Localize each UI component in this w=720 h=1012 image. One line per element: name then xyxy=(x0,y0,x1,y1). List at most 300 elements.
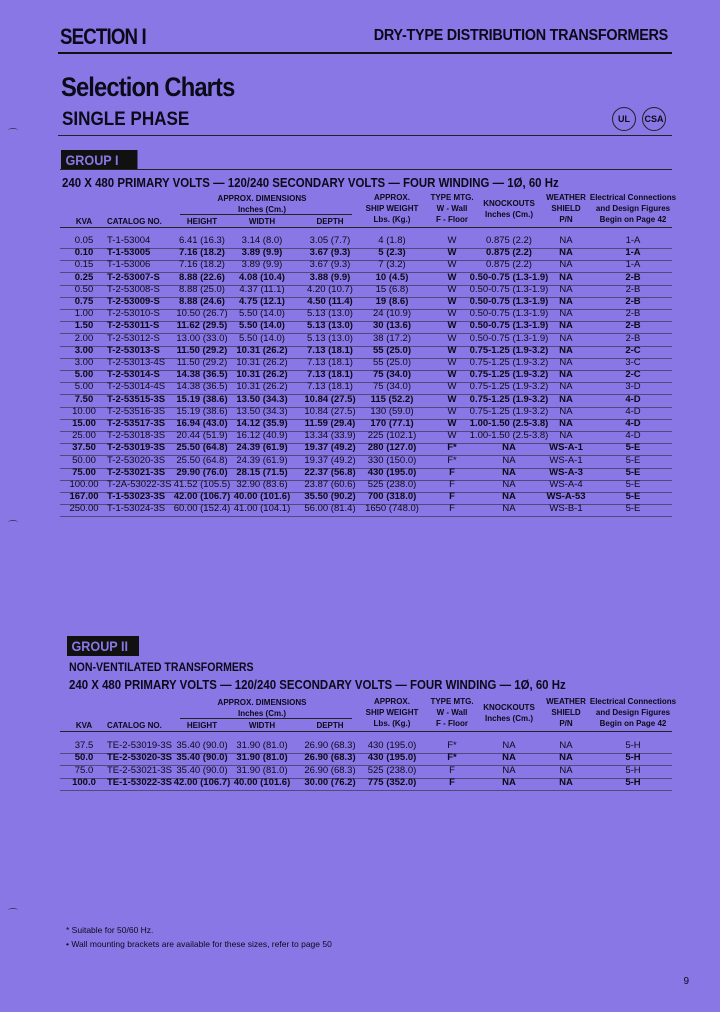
depth-cell: 7.13 (18.1) xyxy=(307,357,353,368)
kva-cell: 25.00 xyxy=(72,430,96,442)
height-cell: 11.62 (29.5) xyxy=(176,320,228,332)
weight-cell: 75 (34.0) xyxy=(372,369,412,381)
kva-cell: 3.00 xyxy=(74,357,94,368)
weight-cell: 130 (59.0) xyxy=(370,405,414,417)
mounting-cell: F xyxy=(449,479,455,490)
height-cell: 11.50 (29.2) xyxy=(176,357,228,368)
column-header-knockouts: KNOCKOUTS xyxy=(483,199,535,208)
column-header-weight: APPROX. xyxy=(373,193,410,202)
column-header-knockouts: Inches (Cm.) xyxy=(484,210,533,219)
weight-cell: 775 (352.0) xyxy=(367,777,417,789)
connections-cell: 2-C xyxy=(625,344,641,356)
knockouts-cell: 0.875 (2.2) xyxy=(486,247,532,259)
kva-cell: 75.00 xyxy=(72,466,96,478)
group-2-label: GROUP II xyxy=(67,636,139,656)
connections-cell: 5-E xyxy=(625,454,641,466)
depth-cell: 3.67 (9.3) xyxy=(309,247,351,259)
shield-cell: WS-A-1 xyxy=(549,442,583,454)
column-header-mounting: W - Wall xyxy=(436,204,468,213)
knockouts-cell: 0.50-0.75 (1.3-1.9) xyxy=(469,332,549,344)
mounting-cell: W xyxy=(447,296,457,307)
weight-cell: 170 (77.1) xyxy=(370,418,414,429)
shield-cell: WS-A-53 xyxy=(546,491,586,503)
knockouts-cell: 0.50-0.75 (1.3-1.9) xyxy=(469,296,549,307)
knockouts-cell: 0.50-0.75 (1.3-1.9) xyxy=(469,271,549,283)
mounting-cell: W xyxy=(447,332,457,344)
column-header-shield: WEATHER xyxy=(546,193,586,202)
depth-cell: 26.90 (68.3) xyxy=(304,764,356,776)
depth-cell: 19.37 (49.2) xyxy=(304,442,356,454)
connections-cell: 5-E xyxy=(625,503,641,515)
weight-cell: 430 (195.0) xyxy=(367,752,417,764)
footnote-1: * Suitable for 50/60 Hz. xyxy=(66,925,154,935)
width-cell: 5.50 (14.0) xyxy=(239,332,285,344)
catalog-cell: T-2-53012-S xyxy=(107,332,160,344)
page-subtitle: SINGLE PHASE xyxy=(62,109,190,130)
column-header-mounting: W - Wall xyxy=(436,708,468,717)
mounting-cell: W xyxy=(447,283,457,295)
table-row-rule xyxy=(60,790,672,791)
depth-cell: 7.13 (18.1) xyxy=(307,369,353,381)
mounting-cell: W xyxy=(447,393,457,405)
weight-cell: 10 (4.5) xyxy=(375,271,409,283)
kva-cell: 37.50 xyxy=(72,442,96,454)
weight-cell: 430 (195.0) xyxy=(367,466,417,478)
catalog-cell: T-2-53013-S xyxy=(107,344,160,356)
height-cell: 15.19 (38.6) xyxy=(176,393,228,405)
connections-cell: 4-D xyxy=(625,418,641,429)
kva-cell: 0.75 xyxy=(74,296,94,307)
kva-cell: 3.00 xyxy=(74,344,94,356)
mounting-cell: W xyxy=(447,369,457,381)
group-1-heading: 240 X 480 PRIMARY VOLTS — 120/240 SECONDARY VOLTS — FOUR WINDING — 1Ø, 60 Hz xyxy=(62,175,559,190)
connections-cell: 2-B xyxy=(625,271,641,283)
width-cell: 24.39 (61.9) xyxy=(236,454,288,466)
shield-cell: NA xyxy=(559,430,573,442)
weight-cell: 115 (52.2) xyxy=(370,393,414,405)
weight-cell: 1650 (748.0) xyxy=(365,503,419,515)
depth-cell: 56.00 (81.4) xyxy=(304,503,356,515)
depth-cell: 35.50 (90.2) xyxy=(304,491,356,503)
connections-cell: 4-D xyxy=(625,430,641,442)
weight-cell: 55 (25.0) xyxy=(372,357,412,368)
subtitle-rule xyxy=(58,135,672,136)
catalog-cell: TE-2-53021-3S xyxy=(107,764,172,776)
connections-cell: 3-C xyxy=(625,357,641,368)
depth-cell: 7.13 (18.1) xyxy=(307,381,353,393)
kva-cell: 10.00 xyxy=(72,405,96,417)
knockouts-cell: 0.50-0.75 (1.3-1.9) xyxy=(469,283,549,295)
shield-cell: NA xyxy=(559,357,573,368)
weight-cell: 430 (195.0) xyxy=(367,740,417,751)
knockouts-cell: NA xyxy=(502,466,516,478)
kva-cell: 5.00 xyxy=(74,369,94,381)
knockouts-cell: NA xyxy=(502,764,516,776)
depth-cell: 13.34 (33.9) xyxy=(304,430,356,442)
width-cell: 4.37 (11.1) xyxy=(239,283,285,295)
column-header-weight: APPROX. xyxy=(373,697,410,706)
connections-cell: 5-E xyxy=(625,491,641,503)
width-cell: 13.50 (34.3) xyxy=(236,393,288,405)
height-cell: 14.38 (36.5) xyxy=(176,381,228,393)
column-header-connections: Begin on Page 42 xyxy=(599,215,667,224)
column-header-dims-units: Inches (Cm.) xyxy=(237,205,286,214)
mounting-cell: W xyxy=(447,430,457,442)
table-row-rule xyxy=(60,516,672,517)
shield-cell: NA xyxy=(559,308,573,320)
depth-cell: 30.00 (76.2) xyxy=(304,777,356,789)
height-cell: 42.00 (106.7) xyxy=(173,491,231,503)
catalog-cell: T-2-53007-S xyxy=(107,271,160,283)
column-header-connections: Electrical Connections xyxy=(589,697,677,706)
weight-cell: 5 (2.3) xyxy=(378,247,406,259)
kva-cell: 0.50 xyxy=(74,283,94,295)
column-header-weight: Lbs. (Kg.) xyxy=(373,719,411,728)
depth-cell: 3.88 (9.9) xyxy=(309,271,351,283)
page-number: 9 xyxy=(683,976,689,987)
knockouts-cell: 0.75-1.25 (1.9-3.2) xyxy=(469,393,549,405)
kva-cell: 100.00 xyxy=(69,479,99,490)
dims-header-rule xyxy=(180,718,352,719)
depth-cell: 26.90 (68.3) xyxy=(304,740,356,751)
group-2-heading: 240 X 480 PRIMARY VOLTS — 120/240 SECONDARY VOLTS — FOUR WINDING — 1Ø, 60 Hz xyxy=(69,677,566,692)
column-header-weight: SHIP WEIGHT xyxy=(365,708,419,717)
mounting-cell: F xyxy=(449,466,455,478)
mounting-cell: W xyxy=(447,320,457,332)
catalog-cell: TE-2-53019-3S xyxy=(107,740,172,751)
csa-mark-icon: CSA xyxy=(642,107,666,131)
knockouts-cell: NA xyxy=(502,740,516,751)
height-cell: 13.00 (33.0) xyxy=(176,332,228,344)
depth-cell: 5.13 (13.0) xyxy=(307,308,353,320)
depth-cell: 26.90 (68.3) xyxy=(304,752,356,764)
height-cell: 35.40 (90.0) xyxy=(176,764,228,776)
shield-cell: NA xyxy=(559,369,573,381)
weight-cell: 24 (10.9) xyxy=(372,308,412,320)
header-rule xyxy=(58,52,672,54)
width-cell: 40.00 (101.6) xyxy=(233,491,291,503)
knockouts-cell: 0.75-1.25 (1.9-3.2) xyxy=(469,357,549,368)
weight-cell: 19 (8.6) xyxy=(375,296,409,307)
column-header-connections: and Design Figures xyxy=(595,708,671,717)
catalog-cell: T-2-53010-S xyxy=(107,308,160,320)
knockouts-cell: 0.75-1.25 (1.9-3.2) xyxy=(469,405,549,417)
knockouts-cell: NA xyxy=(502,442,516,454)
mounting-cell: F* xyxy=(447,740,457,751)
height-cell: 42.00 (106.7) xyxy=(173,777,231,789)
shield-cell: NA xyxy=(559,393,573,405)
footnote-2: • Wall mounting brackets are available for these sizes, refer to page 50 xyxy=(66,939,332,949)
depth-cell: 3.67 (9.3) xyxy=(309,259,351,271)
height-cell: 35.40 (90.0) xyxy=(176,752,228,764)
column-header-mounting: TYPE MTG. xyxy=(430,193,474,202)
width-cell: 41.00 (104.1) xyxy=(233,503,291,515)
mounting-cell: F xyxy=(449,503,455,515)
dims-header-rule xyxy=(180,214,352,215)
knockouts-cell: 0.875 (2.2) xyxy=(486,259,532,271)
height-cell: 60.00 (152.4) xyxy=(173,503,231,515)
mounting-cell: F* xyxy=(447,442,457,454)
catalog-cell: T-1-53005 xyxy=(107,247,151,259)
width-cell: 24.39 (61.9) xyxy=(236,442,288,454)
mounting-cell: W xyxy=(447,344,457,356)
width-cell: 28.15 (71.5) xyxy=(236,466,288,478)
column-header-knockouts: Inches (Cm.) xyxy=(484,714,533,723)
catalog-cell: T-2-53515-3S xyxy=(107,393,166,405)
connections-cell: 5-H xyxy=(625,740,641,751)
connections-cell: 1-A xyxy=(625,259,641,271)
height-cell: 25.50 (64.8) xyxy=(176,442,228,454)
kva-cell: 0.05 xyxy=(74,235,94,246)
mounting-cell: F xyxy=(449,764,455,776)
shield-cell: NA xyxy=(559,381,573,393)
weight-cell: 525 (238.0) xyxy=(367,479,417,490)
column-header-kva: KVA xyxy=(75,217,93,226)
width-cell: 3.89 (9.9) xyxy=(241,247,283,259)
shield-cell: WS-B-1 xyxy=(549,503,583,515)
catalog-cell: T-2-53011-S xyxy=(107,320,160,332)
height-cell: 8.88 (22.6) xyxy=(179,271,225,283)
column-header-kva: KVA xyxy=(75,721,93,730)
column-header-width: WIDTH xyxy=(248,721,276,730)
depth-cell: 5.13 (13.0) xyxy=(307,332,353,344)
mounting-cell: W xyxy=(447,271,457,283)
column-header-connections: Begin on Page 42 xyxy=(599,719,667,728)
weight-cell: 700 (318.0) xyxy=(367,491,417,503)
width-cell: 4.75 (12.1) xyxy=(239,296,285,307)
group-1-label: GROUP I xyxy=(61,150,138,170)
column-header-shield: SHIELD xyxy=(551,204,581,213)
group-2-subheading: NON-VENTILATED TRANSFORMERS xyxy=(69,660,254,674)
knockouts-cell: NA xyxy=(502,503,516,515)
height-cell: 14.38 (36.5) xyxy=(176,369,228,381)
weight-cell: 4 (1.8) xyxy=(378,235,406,246)
connections-cell: 5-H xyxy=(625,777,641,789)
connections-cell: 5-E xyxy=(625,479,641,490)
section-title: DRY-TYPE DISTRIBUTION TRANSFORMERS xyxy=(373,27,668,44)
column-header-height: HEIGHT xyxy=(186,721,218,730)
knockouts-cell: NA xyxy=(502,777,516,789)
column-header-mounting: F - Floor xyxy=(436,215,468,224)
connections-cell: 3-D xyxy=(625,381,641,393)
column-header-weight: SHIP WEIGHT xyxy=(365,204,419,213)
width-cell: 10.31 (26.2) xyxy=(236,344,288,356)
column-header-weight: Lbs. (Kg.) xyxy=(373,215,411,224)
width-cell: 10.31 (26.2) xyxy=(236,381,288,393)
column-header-shield: WEATHER xyxy=(546,697,586,706)
height-cell: 20.44 (51.9) xyxy=(176,430,228,442)
shield-cell: NA xyxy=(559,271,573,283)
kva-cell: 0.15 xyxy=(74,259,94,271)
kva-cell: 50.0 xyxy=(74,752,94,764)
weight-cell: 75 (34.0) xyxy=(372,381,412,393)
weight-cell: 55 (25.0) xyxy=(372,344,412,356)
shield-cell: NA xyxy=(559,235,573,246)
kva-cell: 0.10 xyxy=(74,247,94,259)
kva-cell: 1.00 xyxy=(74,308,94,320)
column-header-height: HEIGHT xyxy=(186,217,218,226)
kva-cell: 75.0 xyxy=(74,764,94,776)
margin-mark: ⌒ xyxy=(8,129,18,140)
mounting-cell: F xyxy=(449,777,455,789)
section-label: SECTION I xyxy=(60,24,146,49)
mounting-cell: W xyxy=(447,235,457,246)
width-cell: 4.08 (10.4) xyxy=(239,271,285,283)
shield-cell: NA xyxy=(559,247,573,259)
height-cell: 29.90 (76.0) xyxy=(176,466,228,478)
connections-cell: 2-B xyxy=(625,332,641,344)
column-header-mounting: F - Floor xyxy=(436,719,468,728)
group-1-rule xyxy=(60,169,672,170)
height-cell: 10.50 (26.7) xyxy=(176,308,228,320)
shield-cell: NA xyxy=(559,752,573,764)
ul-mark-icon: UL xyxy=(612,107,636,131)
depth-cell: 11.59 (29.4) xyxy=(304,418,356,429)
connections-cell: 5-E xyxy=(625,466,641,478)
catalog-cell: T-2-53020-3S xyxy=(107,454,166,466)
shield-cell: WS-A-4 xyxy=(549,479,583,490)
knockouts-cell: 1.00-1.50 (2.5-3.8) xyxy=(469,418,549,429)
mounting-cell: W xyxy=(447,259,457,271)
kva-cell: 100.0 xyxy=(72,777,96,789)
connections-cell: 1-A xyxy=(625,247,641,259)
weight-cell: 280 (127.0) xyxy=(367,442,417,454)
weight-cell: 15 (6.8) xyxy=(375,283,409,295)
height-cell: 6.41 (16.3) xyxy=(179,235,225,246)
kva-cell: 50.00 xyxy=(72,454,96,466)
catalog-cell: TE-1-53022-3S xyxy=(107,777,172,789)
mounting-cell: W xyxy=(447,308,457,320)
catalog-cell: TE-2-53020-3S xyxy=(107,752,172,764)
mounting-cell: F xyxy=(449,491,455,503)
kva-cell: 37.5 xyxy=(74,740,94,751)
weight-cell: 30 (13.6) xyxy=(372,320,412,332)
width-cell: 31.90 (81.0) xyxy=(236,764,288,776)
width-cell: 32.90 (83.6) xyxy=(236,479,288,490)
kva-cell: 5.00 xyxy=(74,381,94,393)
width-cell: 13.50 (34.3) xyxy=(236,405,288,417)
connections-cell: 5-E xyxy=(625,442,641,454)
knockouts-cell: 0.875 (2.2) xyxy=(486,235,532,246)
column-header-connections: and Design Figures xyxy=(595,204,671,213)
knockouts-cell: 0.75-1.25 (1.9-3.2) xyxy=(469,344,549,356)
column-header-shield: P/N xyxy=(559,215,573,224)
connections-cell: 2-B xyxy=(625,283,641,295)
kva-cell: 7.50 xyxy=(74,393,94,405)
depth-cell: 7.13 (18.1) xyxy=(307,344,353,356)
knockouts-cell: NA xyxy=(502,479,516,490)
kva-cell: 0.25 xyxy=(74,271,94,283)
width-cell: 5.50 (14.0) xyxy=(239,308,285,320)
shield-cell: NA xyxy=(559,283,573,295)
connections-cell: 1-A xyxy=(625,235,641,246)
width-cell: 31.90 (81.0) xyxy=(236,752,288,764)
knockouts-cell: 1.00-1.50 (2.5-3.8) xyxy=(469,430,549,442)
margin-mark: ⌒ xyxy=(8,521,18,532)
catalog-cell: T-2-53014-S xyxy=(107,369,160,381)
mounting-cell: W xyxy=(447,405,457,417)
connections-cell: 2-B xyxy=(625,296,641,307)
depth-cell: 3.05 (7.7) xyxy=(309,235,351,246)
shield-cell: NA xyxy=(559,332,573,344)
connections-cell: 5-H xyxy=(625,764,641,776)
column-header-shield: SHIELD xyxy=(551,708,581,717)
catalog-cell: T-1-53006 xyxy=(107,259,151,271)
shield-cell: NA xyxy=(559,259,573,271)
column-header-dims: APPROX. DIMENSIONS xyxy=(217,698,307,707)
catalog-cell: T-2-53014-4S xyxy=(107,381,166,393)
connections-cell: 5-H xyxy=(625,752,641,764)
height-cell: 41.52 (105.5) xyxy=(173,479,231,490)
mounting-cell: W xyxy=(447,381,457,393)
depth-cell: 5.13 (13.0) xyxy=(307,320,353,332)
connections-cell: 2-B xyxy=(625,308,641,320)
depth-cell: 22.37 (56.8) xyxy=(304,466,356,478)
weight-cell: 330 (150.0) xyxy=(367,454,417,466)
shield-cell: NA xyxy=(559,418,573,429)
width-cell: 40.00 (101.6) xyxy=(233,777,291,789)
catalog-cell: T-1-53023-3S xyxy=(107,491,166,503)
mounting-cell: W xyxy=(447,357,457,368)
column-header-shield: P/N xyxy=(559,719,573,728)
depth-cell: 19.37 (49.2) xyxy=(304,454,356,466)
connections-cell: 4-D xyxy=(625,405,641,417)
shield-cell: NA xyxy=(559,777,573,789)
knockouts-cell: 0.75-1.25 (1.9-3.2) xyxy=(469,381,549,393)
connections-cell: 2-B xyxy=(625,320,641,332)
catalog-cell: T-1-53004 xyxy=(107,235,151,246)
catalog-cell: T-2-53516-3S xyxy=(107,405,166,417)
shield-cell: NA xyxy=(559,740,573,751)
column-header-connections: Electrical Connections xyxy=(589,193,677,202)
depth-cell: 4.50 (11.4) xyxy=(307,296,353,307)
shield-cell: WS-A-1 xyxy=(549,454,583,466)
column-header-catalog: CATALOG NO. xyxy=(107,721,162,730)
page-title: Selection Charts xyxy=(61,72,235,102)
knockouts-cell: NA xyxy=(502,491,516,503)
column-header-width: WIDTH xyxy=(248,217,276,226)
weight-cell: 38 (17.2) xyxy=(372,332,412,344)
weight-cell: 7 (3.2) xyxy=(378,259,406,271)
height-cell: 8.88 (25.0) xyxy=(179,283,225,295)
width-cell: 10.31 (26.2) xyxy=(236,357,288,368)
knockouts-cell: 0.75-1.25 (1.9-3.2) xyxy=(469,369,549,381)
shield-cell: NA xyxy=(559,296,573,307)
width-cell: 3.89 (9.9) xyxy=(241,259,283,271)
column-header-mounting: TYPE MTG. xyxy=(430,697,474,706)
knockouts-cell: NA xyxy=(502,752,516,764)
knockouts-cell: 0.50-0.75 (1.3-1.9) xyxy=(469,320,549,332)
height-cell: 7.16 (18.2) xyxy=(179,247,225,259)
margin-mark: ⌒ xyxy=(8,909,18,920)
depth-cell: 23.87 (60.6) xyxy=(304,479,356,490)
shield-cell: NA xyxy=(559,405,573,417)
column-header-dims: APPROX. DIMENSIONS xyxy=(217,194,307,203)
weight-cell: 225 (102.1) xyxy=(367,430,417,442)
column-header-depth: DEPTH xyxy=(316,721,344,730)
mounting-cell: W xyxy=(447,247,457,259)
height-cell: 25.50 (64.8) xyxy=(176,454,228,466)
height-cell: 35.40 (90.0) xyxy=(176,740,228,751)
catalog-cell: T-2-53009-S xyxy=(107,296,160,307)
catalog-cell: T-2-53008-S xyxy=(107,283,160,295)
height-cell: 15.19 (38.6) xyxy=(176,405,228,417)
kva-cell: 2.00 xyxy=(74,332,94,344)
connections-cell: 2-C xyxy=(625,369,641,381)
shield-cell: NA xyxy=(559,320,573,332)
width-cell: 16.12 (40.9) xyxy=(236,430,288,442)
column-header-knockouts: KNOCKOUTS xyxy=(483,703,535,712)
